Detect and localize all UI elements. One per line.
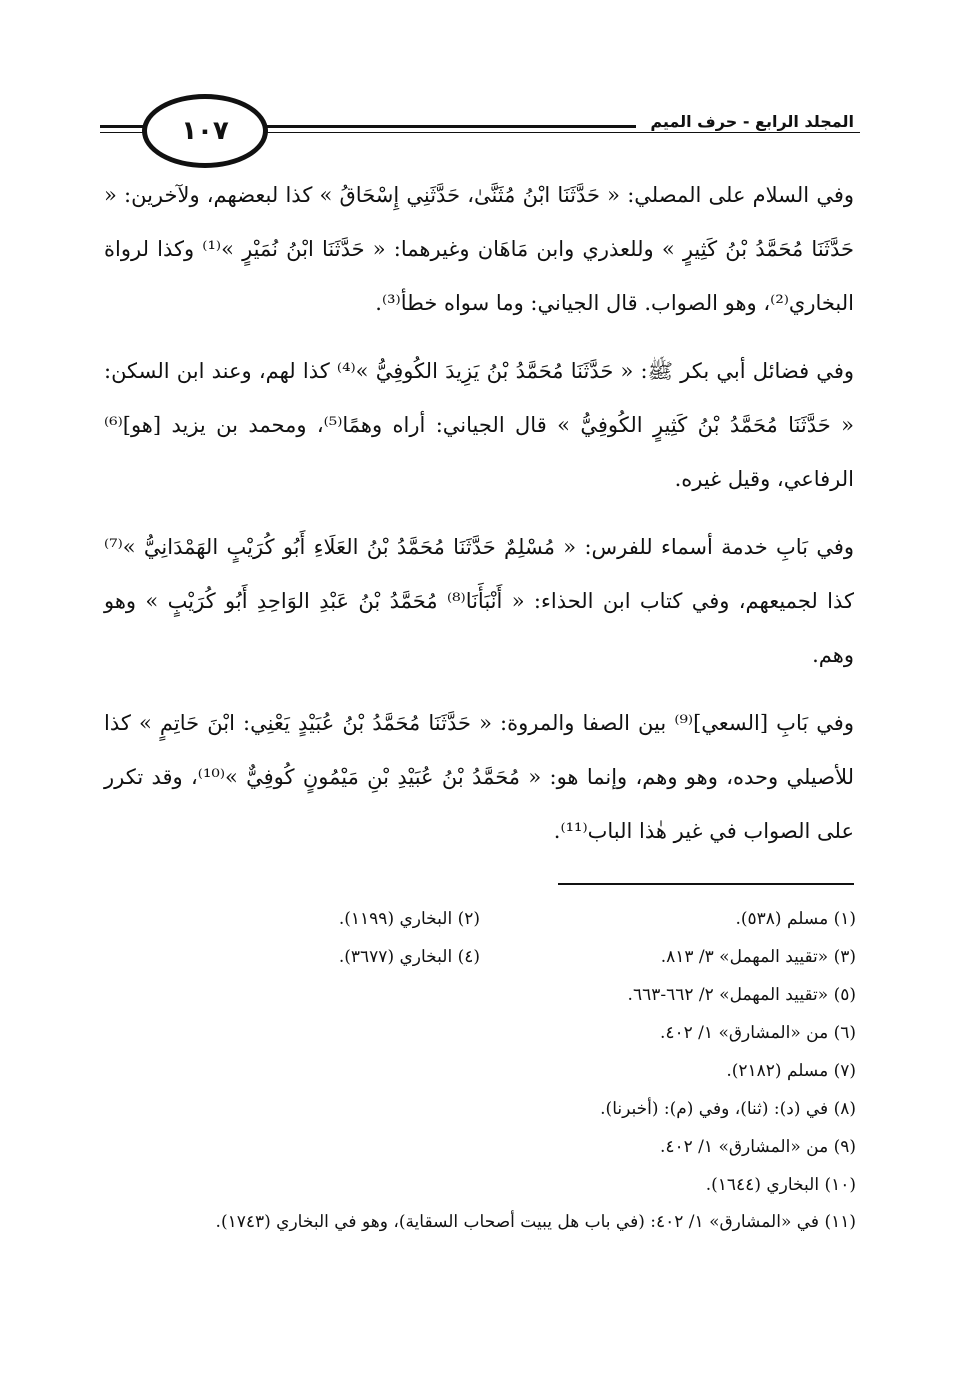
footnote-3: (٣) «تقييد المهمل» ٣/ ٨١٣. [660, 947, 856, 967]
footnote-4: (٤) البخاري (٣٦٧٧). [338, 947, 480, 967]
footnote-row [104, 938, 856, 976]
paragraph-1: وفي السلام على المصلي: « حَدَّثَنَا ابْنُ مُثَنَّىٰ، حَدَّثَنِي إِسْحَاقُ » كذا لبعضهم، ولآخرين: « حَدَّثَنَا مُحَمَّدُ بْنُ كَثِيرٍ » وللعذري وابن مَاهَان وغيرهما: « حَدَّثَنَا ابْنُ نُمَيْرٍ »⁽¹⁾ وكذا لرواة البخاري⁽²⁾، وهو الصواب. قال الجياني: وما سواه خطأ⁽³⁾. [104, 183, 855, 315]
footnote-9: (٩) من «المشارق» ١/ ٤٠٢. [659, 1137, 856, 1157]
footnotes [104, 900, 856, 1240]
running-header [100, 92, 860, 164]
footnote-separator [558, 883, 854, 885]
footnote-5: (٥) «تقييد المهمل» ٢/ ٦٦٢-٦٦٣. [627, 985, 856, 1005]
paragraph-3: وفي بَابِ خدمة أسماء للفرس: « مُسْلِمٌ حَدَّثَنَا مُحَمَّدُ بْنُ العَلَاءِ أَبُو كُرَيْبٍ الهَمْدَانِيُّ »⁽⁷⁾ كذا لجميعهم، وفي كتاب ابن الحذاء: « أَنْبَأَنَا⁽⁸⁾ مُحَمَّدُ بْنُ عَبْدِ الوَاحِدِ أَبُو كُرَيْبٍ » وهو وهم. [104, 535, 854, 667]
footnote-10: (١٠) البخاري (١٦٤٤). [705, 1175, 856, 1195]
paragraph-2: وفي فضائل أبي بكر ﷺ: « حَدَّثَنَا مُحَمَّدُ بْنُ يَزِيدَ الكُوفِيُّ »⁽⁴⁾ كذا لهم، وعند ابن السكن: « حَدَّثَنَا مُحَمَّدُ بْنُ كَثِيرٍ الكُوفِيُّ » قال الجياني: أراه وهمًا⁽⁵⁾، ومحمد بن يزيد [هو]⁽⁶⁾ الرفاعي، وقيل غيره. [104, 359, 854, 491]
paragraph-4: وفي بَابِ [السعي]⁽⁹⁾ بين الصفا والمروة: « حَدَّثَنَا مُحَمَّدُ بْنُ عُبَيْدٍ يَعْنِي: ابْنَ حَاتِمٍ » كذا للأصيلي وحده، وهو وهم، وإنما هو: « مُحَمَّدُ بْنُ عُبَيْدِ بْنِ مَيْمُونٍ كُوفِيٌّ »⁽¹⁰⁾، وقد تكرر على الصواب في غير هٰذا الباب⁽¹¹⁾. [104, 711, 854, 843]
footnote-row [104, 900, 856, 938]
footnote-7: (٧) مسلم (٢١٨٢). [726, 1061, 856, 1081]
footnote-11: (١١) في «المشارق» ١/ ٤٠٢: (في باب هل يبيت أصحاب السقاية)، وهو في البخاري (١٧٤٣). [215, 1212, 856, 1232]
footnote-1: (١) مسلم (٥٣٨). [735, 909, 856, 929]
footnote-2: (٢) البخاري (١١٩٩). [338, 909, 480, 929]
page-number-badge: ١٠٧ [142, 94, 268, 168]
header-title: المجلد الرابع - حرف الميم [636, 112, 860, 131]
footnote-8: (٨) في (د): (ثنا)، وفي (م): (أخبرنا). [600, 1099, 856, 1119]
footnote-6: (٦) من «المشارق» ١/ ٤٠٢. [659, 1023, 856, 1043]
body-text [104, 168, 854, 872]
